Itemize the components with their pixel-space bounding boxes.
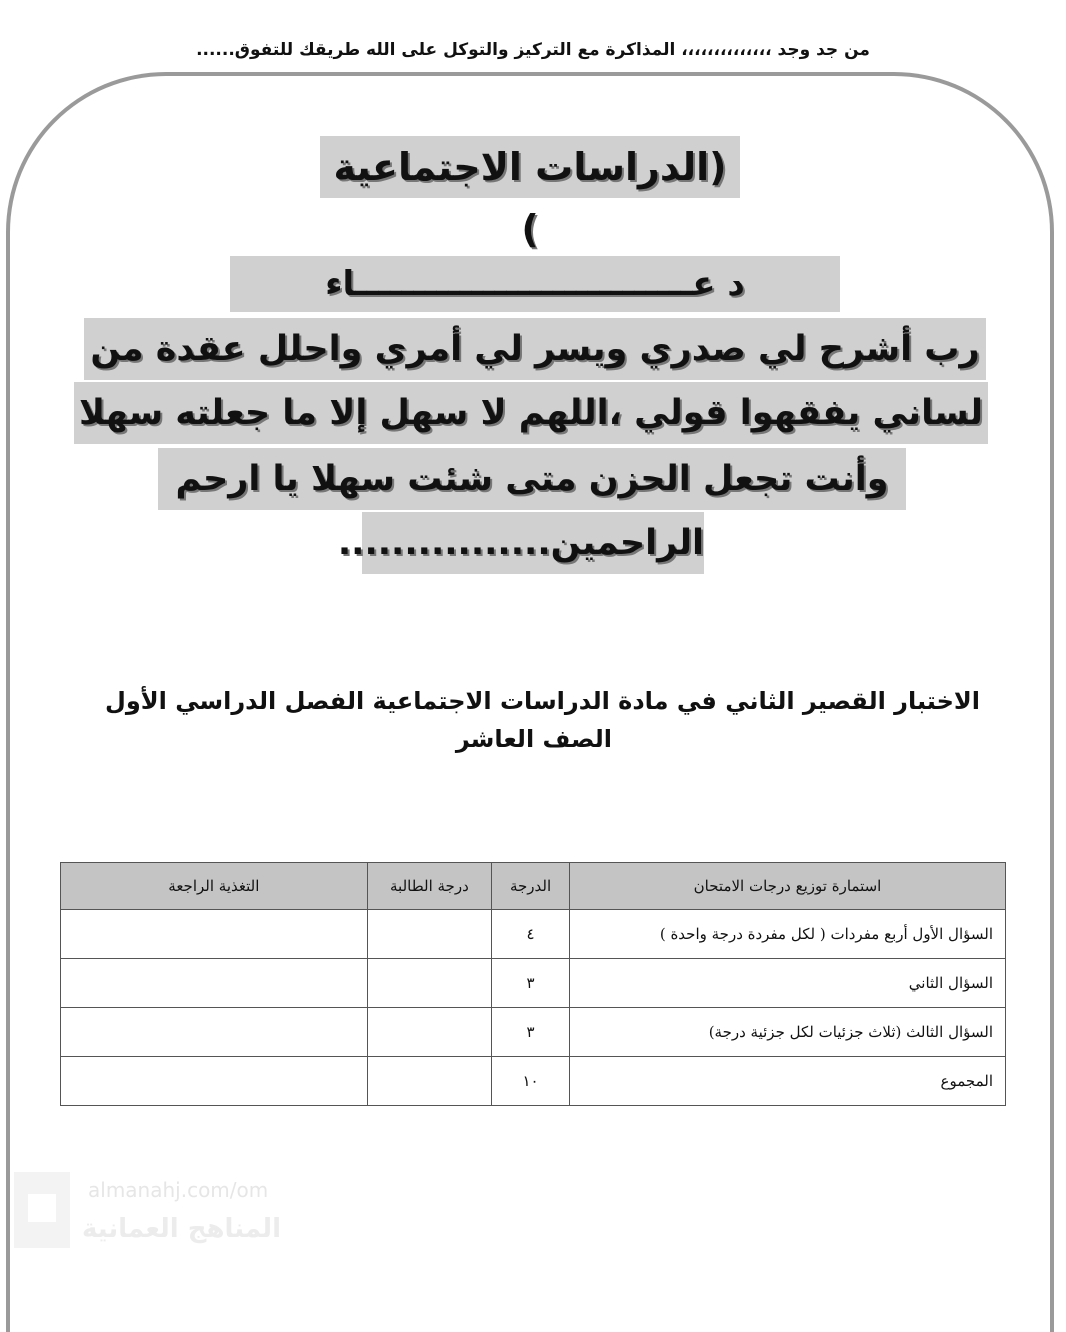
row-student-score[interactable]: [367, 1008, 491, 1057]
row-student-score[interactable]: [367, 959, 491, 1008]
row-student-score[interactable]: [367, 910, 491, 959]
row-feedback[interactable]: [61, 1057, 368, 1106]
row-question: المجموع: [570, 1057, 1006, 1106]
dua-line-4: الراحمين................: [362, 512, 704, 574]
row-question: السؤال الثاني: [570, 959, 1006, 1008]
row-score: ٣: [492, 1008, 570, 1057]
dua-line-2: لساني يفقهوا قولي ،اللهم لا سهل إلا ما جعلته سهلا: [74, 382, 988, 444]
row-score: ١٠: [492, 1057, 570, 1106]
table-row: [61, 1008, 1006, 1057]
row-student-score[interactable]: [367, 1057, 491, 1106]
grades-distribution-table: [60, 862, 1006, 1106]
dua-line-1: رب أشرح لي صدري ويسر لي أمري واحلل عقدة من: [84, 318, 986, 380]
row-feedback[interactable]: [61, 959, 368, 1008]
watermark-url: almanahj.com/om: [88, 1178, 269, 1202]
header-feedback: التغذية الراجعة: [61, 863, 368, 910]
header-student-score: درجة الطالبة: [367, 863, 491, 910]
header-score: الدرجة: [492, 863, 570, 910]
row-score: ٤: [492, 910, 570, 959]
table-row-total: [61, 1057, 1006, 1106]
dua-heading: د عـــــــــــــــــــــــــــــاء: [230, 256, 840, 312]
exam-title: الاختبار القصير الثاني في مادة الدراسات الاجتماعية الفصل الدراسي الأول: [105, 687, 980, 715]
top-motto: من جد وجد ،،،،،،،،،،،،،، المذاكرة مع التركيز والتوكل على الله طريقك للتفوق......: [196, 40, 870, 60]
row-score: ٣: [492, 959, 570, 1008]
table-row: [61, 910, 1006, 959]
table-row: [61, 959, 1006, 1008]
row-feedback[interactable]: [61, 1008, 368, 1057]
watermark-logo-icon: [14, 1172, 70, 1248]
dua-line-3: وأنت تجعل الحزن متى شئت سهلا يا ارحم: [158, 448, 906, 510]
row-question: السؤال الأول أربع مفردات ( لكل مفردة درجة واحدة ): [570, 910, 1006, 959]
table-header-row: [61, 863, 1006, 910]
subject-title: (الدراسات الاجتماعية ): [320, 136, 740, 198]
exam-grade-level: الصف العاشر: [455, 725, 612, 753]
row-question: السؤال الثالث (ثلاث جزئيات لكل جزئية درجة): [570, 1008, 1006, 1057]
watermark-name: المناهج العمانية: [82, 1214, 281, 1244]
row-feedback[interactable]: [61, 910, 368, 959]
header-question: استمارة توزيع درجات الامتحان: [570, 863, 1006, 910]
